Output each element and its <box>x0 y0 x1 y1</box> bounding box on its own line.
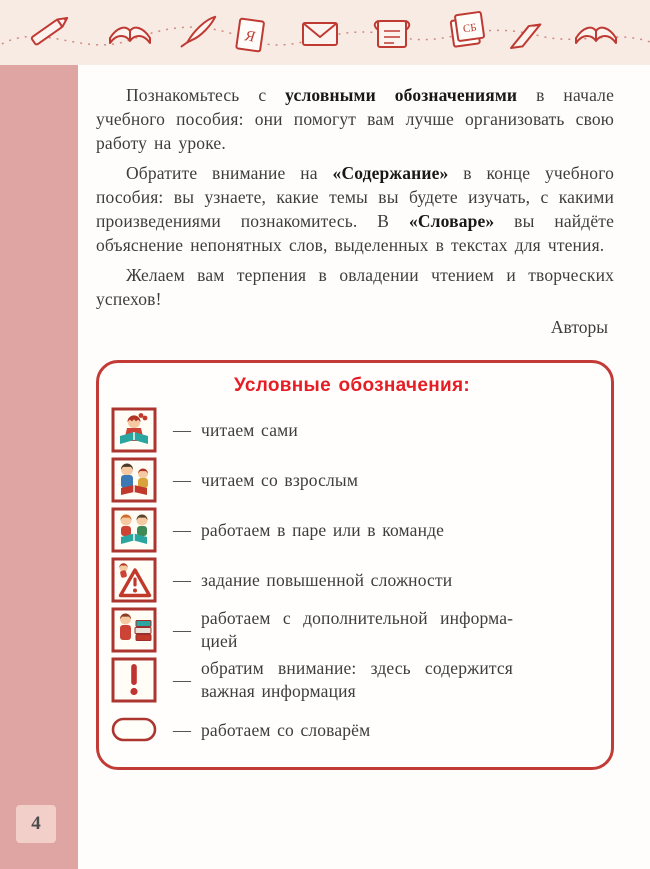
cards-letters: СБ <box>462 21 478 36</box>
intro-paragraph-3: Желаем вам терпения в овладении чтением и творческих успехов! <box>96 265 614 309</box>
intro-paragraph-1 <box>96 83 614 155</box>
legend-item <box>111 707 593 753</box>
decorative-header-band <box>0 0 650 65</box>
p2-bold-dictionary: «Словаре» <box>408 211 495 231</box>
pencil-doodle-icon <box>31 14 70 45</box>
p2-bold-contents: «Содержание» <box>332 163 449 183</box>
legend-title: Условные обозначения: <box>233 375 471 396</box>
legend-item <box>111 607 593 653</box>
legend-item-label: работаем с дополнительной информацией <box>201 608 513 651</box>
quill-doodle-icon <box>182 12 216 51</box>
legend-item <box>111 407 593 453</box>
legend-item-label: обратим внимание: здесь содержится важная информация <box>201 658 513 701</box>
advanced-task-icon <box>111 557 157 603</box>
legend-dash: — <box>173 519 191 540</box>
legend-item-label: читаем сами <box>201 419 298 440</box>
authors-signature: Авторы <box>550 317 608 337</box>
intro-paragraph-2 <box>96 161 614 257</box>
p2-text: Обратите внимание на <box>126 163 333 183</box>
p1-text: Познакомьтесь с <box>126 85 286 105</box>
legend-box <box>96 360 614 770</box>
pen-doodle-icon <box>506 21 546 52</box>
adult-child-reading-icon <box>111 457 157 503</box>
letter-card-doodle-icon <box>236 18 264 51</box>
p1-bold-term: условными обозначениями <box>285 85 518 105</box>
legend-item <box>111 557 593 603</box>
page-number-value: 4 <box>31 813 41 834</box>
legend-item-label: читаем со взрослым <box>201 469 359 490</box>
legend-dash: — <box>173 469 191 490</box>
pair-reading-icon <box>111 507 157 553</box>
legend-dash: — <box>173 419 191 440</box>
legend-dash: — <box>173 719 191 740</box>
legend-dash: — <box>173 669 191 690</box>
legend-dash: — <box>173 619 191 640</box>
header-doodles <box>0 0 650 65</box>
legend-item <box>111 507 593 553</box>
child-reading-icon <box>111 407 157 453</box>
scroll-doodle-icon <box>375 21 410 47</box>
open-book-doodle-icon <box>110 28 150 43</box>
legend-item-label: задание повышенной сложности <box>201 569 453 590</box>
page-number <box>16 805 56 843</box>
page-content <box>78 65 650 869</box>
open-book2-doodle-icon <box>576 28 616 43</box>
legend-item-label: работаем со словарём <box>201 719 371 740</box>
important-info-icon <box>111 657 157 703</box>
card-stack-doodle-icon <box>450 12 485 47</box>
p2-text-end: вы найдёте объяснение непонятных слов, выделенных в текстах для чтения. <box>96 211 614 255</box>
p1-text-cont: в начале учебного пособия: они помогут вам лучше организовать свою работу на уроке. <box>96 85 614 153</box>
legend-item <box>111 657 593 703</box>
extra-info-icon <box>111 607 157 653</box>
legend-item <box>111 457 593 503</box>
card-letter: Я <box>243 28 256 46</box>
p2-text-cont: в конце учебного пособия: вы узнаете, какие темы вы будете изучать, с какими произведениями познакомитесь. В <box>96 163 614 231</box>
envelope-doodle-icon <box>303 23 337 45</box>
legend-item-label: работаем в паре или в команде <box>201 519 445 540</box>
page-margin-strip <box>0 65 78 869</box>
dictionary-icon <box>111 707 157 753</box>
legend-dash: — <box>173 569 191 590</box>
